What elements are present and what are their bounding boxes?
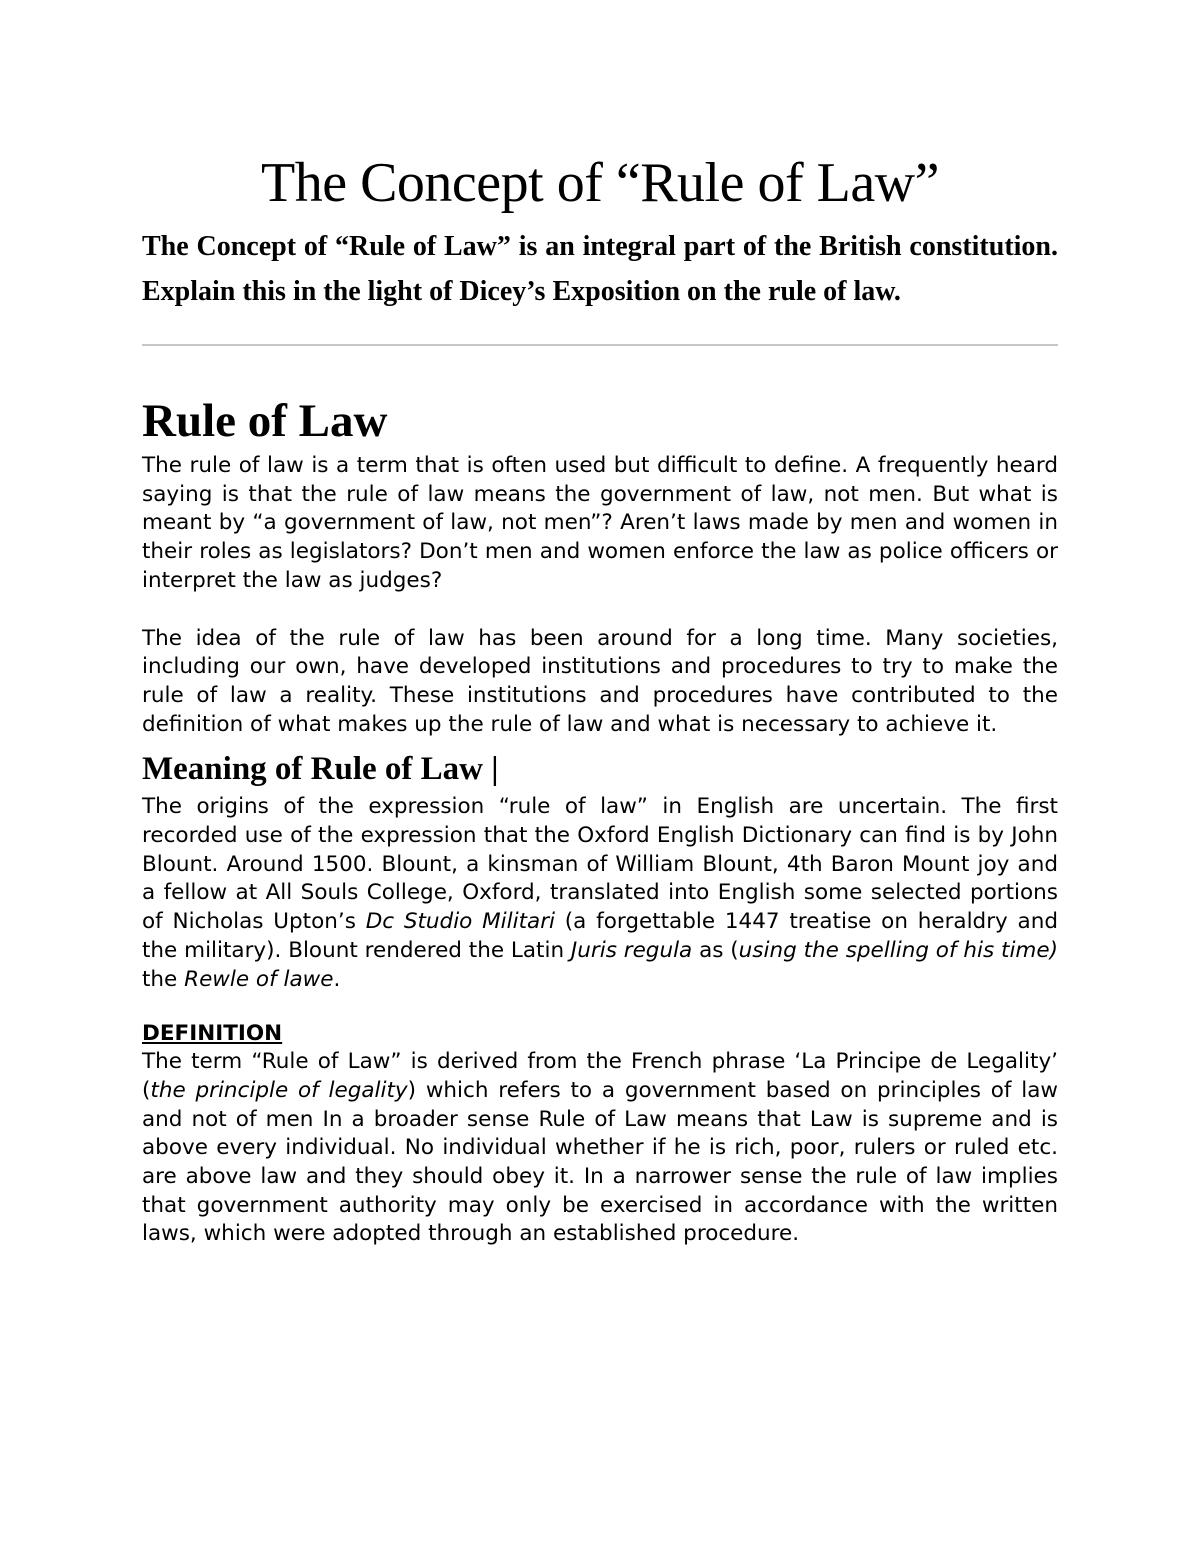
definition-label: DEFINITION	[142, 1021, 283, 1047]
italic-title-dc-studio-militari: Dc Studio Militari	[365, 909, 556, 935]
document-title: The Concept of “Rule of Law”	[261, 152, 939, 214]
paragraph-definition	[142, 1048, 1058, 1249]
document-page	[142, 150, 1058, 1249]
text-span: .	[333, 966, 341, 992]
text-span: as (	[692, 937, 739, 963]
text-span: The term “Rule of Law” is derived from the French phrase ‘La Principe de Legality’ (	[142, 1049, 1058, 1103]
paragraph-rule-of-law-2: The idea of the rule of law has been around for a long time. Many societies, including our own, have developed institutions and procedures to try to make the rule of law a reality. These institutions and procedures have contributed to the definition of what makes up the rule of law and what is necessary to achieve it.	[142, 625, 1058, 737]
text-span: (a forgettable 1447 treatise on heraldry and the military). Blount rendered the Latin	[142, 909, 1058, 963]
paragraph-rule-of-law-1: The rule of law is a term that is often used but difficult to define. A frequently heard saying is that the rule of law means the government of law, not men. But what is meant by “a government of law, not men”? Aren’t laws made by men and women in their roles as legislators? Don’t men and women enforce the law as police officers or interpret the law as judges?	[142, 453, 1058, 593]
italic-principle-of-legality: the principle of legality	[150, 1077, 408, 1103]
heading-meaning-of-rule-of-law: Meaning of Rule of Law |	[142, 751, 499, 788]
text-span: ) which refers to a government based on principles of law and not of men In a broader sense Rule of Law means that Law is supreme and is above every individual. No individual whether if he is rich, poor, rulers or ruled etc. are above law and they should obey it. In a narrower sense the rule of law implies that government authority may only be exercised in accordance with the written laws, which were adopted through an established procedure.	[142, 1077, 1058, 1247]
italic-juris-regula: Juris regula	[570, 937, 693, 963]
heading-rule-of-law: Rule of Law	[142, 395, 388, 447]
essay-question: The Concept of “Rule of Law” is an integral part of the British constitution. Explain this in the light of Dicey’s Exposition on the rule of law.	[142, 231, 1058, 307]
italic-spelling-note: using the spelling of his time)	[738, 937, 1058, 963]
text-span: The origins of the expression “rule of law” in English are uncertain. The first recorded use of the expression that the Oxford English Dictionary can find is by John Blount. Around 1500. Blount, a kinsman of William Blount, 4th Baron Mount joy and a fellow at All Souls College, Oxford, translated into English some selected portions of Nicholas Upton’s	[142, 794, 1058, 935]
text-span: the	[142, 966, 185, 992]
italic-rewle-of-lawe: Rewle of lawe	[184, 966, 334, 992]
paragraph-meaning	[142, 793, 1058, 994]
horizontal-divider	[142, 344, 1058, 346]
